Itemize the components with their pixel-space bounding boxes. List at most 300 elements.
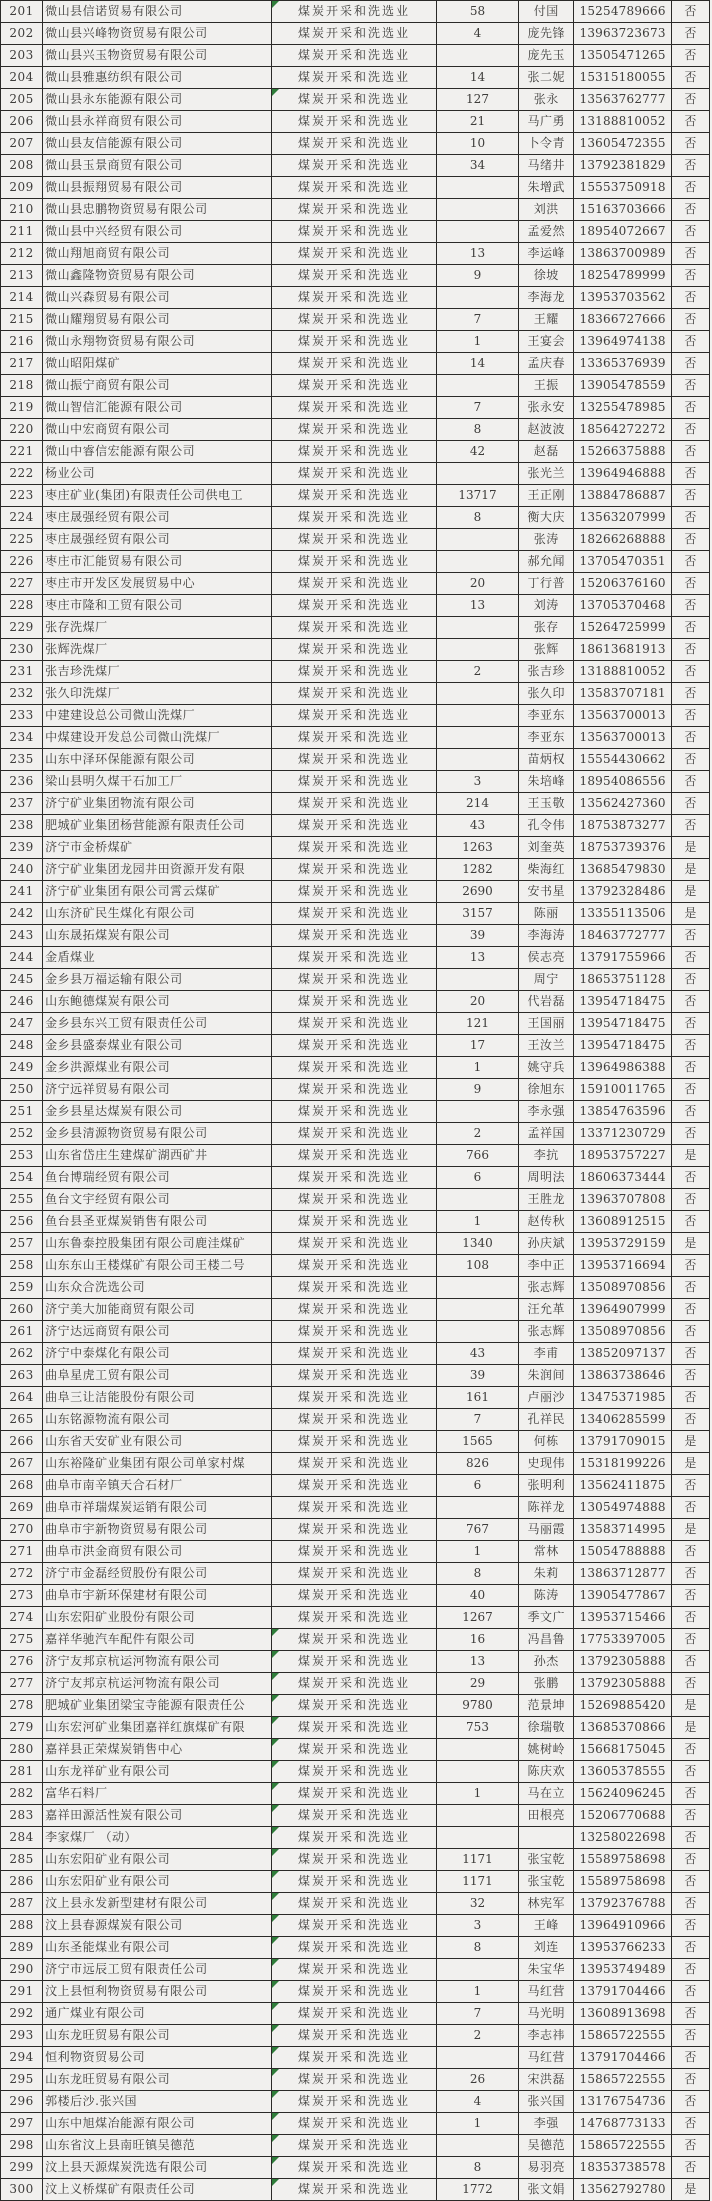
- table-row: [1, 1871, 710, 1893]
- phone-cell: 13685479830: [574, 859, 671, 881]
- count-cell: 43: [436, 815, 518, 837]
- company-name-cell: 微山县兴玉物资贸易有限公司: [43, 45, 272, 67]
- row-number-cell: 293: [1, 2025, 43, 2047]
- contact-name-cell: 马绪井: [519, 155, 574, 177]
- industry-cell: 煤炭开采和洗选业: [272, 1189, 437, 1211]
- contact-name-cell: 刘奎英: [519, 837, 574, 859]
- row-number-cell: 277: [1, 1673, 43, 1695]
- contact-name-cell: 王正刚: [519, 485, 574, 507]
- table-row: [1, 1981, 710, 2003]
- phone-cell: 15266375888: [574, 441, 671, 463]
- company-name-cell: 山东省汶上县南旺镇吴德范: [43, 2135, 272, 2157]
- row-number-cell: 233: [1, 705, 43, 727]
- contact-name-cell: 苗炳权: [519, 749, 574, 771]
- company-name-cell: 微山智信汇能源有限公司: [43, 397, 272, 419]
- contact-name-cell: 李运峰: [519, 243, 574, 265]
- contact-name-cell: 赵传秋: [519, 1211, 574, 1233]
- contact-name-cell: 朱增武: [519, 177, 574, 199]
- flag-cell: 否: [671, 1167, 709, 1189]
- table-row: [1, 2003, 710, 2025]
- contact-name-cell: 朱培峰: [519, 771, 574, 793]
- table-row: [1, 1123, 710, 1145]
- flag-cell: 否: [671, 155, 709, 177]
- flag-cell: 否: [671, 2113, 709, 2135]
- industry-cell: 煤炭开采和洗选业: [272, 1651, 437, 1673]
- phone-cell: 13792328486: [574, 881, 671, 903]
- contact-name-cell: 宋洪磊: [519, 2069, 574, 2091]
- industry-cell: 煤炭开采和洗选业: [272, 419, 437, 441]
- phone-cell: 13964974138: [574, 331, 671, 353]
- company-name-cell: 山东众合洗选公司: [43, 1277, 272, 1299]
- count-cell: 7: [436, 309, 518, 331]
- row-number-cell: 219: [1, 397, 43, 419]
- table-row: [1, 309, 710, 331]
- phone-cell: 13371230729: [574, 1123, 671, 1145]
- phone-cell: 15865722555: [574, 2025, 671, 2047]
- industry-cell: 煤炭开采和洗选业: [272, 1453, 437, 1475]
- contact-name-cell: 张兴国: [519, 2091, 574, 2113]
- phone-cell: 15315180055: [574, 67, 671, 89]
- count-cell: 3157: [436, 903, 518, 925]
- company-name-cell: 济宁达远商贸有限公司: [43, 1321, 272, 1343]
- industry-cell: 煤炭开采和洗选业: [272, 2135, 437, 2157]
- count-cell: [436, 1277, 518, 1299]
- row-number-cell: 237: [1, 793, 43, 815]
- phone-cell: 13953766233: [574, 1937, 671, 1959]
- industry-cell: 煤炭开采和洗选业: [272, 1827, 437, 1849]
- industry-cell: 煤炭开采和洗选业: [272, 375, 437, 397]
- industry-cell: 煤炭开采和洗选业: [272, 1079, 437, 1101]
- industry-cell: 煤炭开采和洗选业: [272, 1519, 437, 1541]
- table-row: [1, 859, 710, 881]
- contact-name-cell: 卜令青: [519, 133, 574, 155]
- company-name-cell: 山东龙旺贸易有限公司: [43, 2069, 272, 2091]
- row-number-cell: 228: [1, 595, 43, 617]
- company-name-cell: 微山县雅惠纺织有限公司: [43, 67, 272, 89]
- company-name-cell: 山东龙祥矿业有限公司: [43, 1761, 272, 1783]
- table-row: [1, 705, 710, 727]
- industry-cell: 煤炭开采和洗选业: [272, 1607, 437, 1629]
- phone-cell: 13854763596: [574, 1101, 671, 1123]
- row-number-cell: 225: [1, 529, 43, 551]
- table-row: [1, 1365, 710, 1387]
- industry-cell: 煤炭开采和洗选业: [272, 991, 437, 1013]
- company-name-cell: 梁山县明久煤干石加工厂: [43, 771, 272, 793]
- table-row: [1, 1893, 710, 1915]
- row-number-cell: 278: [1, 1695, 43, 1717]
- row-number-cell: 289: [1, 1937, 43, 1959]
- phone-cell: 18463772777: [574, 925, 671, 947]
- row-number-cell: 214: [1, 287, 43, 309]
- flag-cell: 否: [671, 1409, 709, 1431]
- contact-name-cell: 衡大庆: [519, 507, 574, 529]
- company-name-cell: 嘉祥县正荣煤炭销售中心: [43, 1739, 272, 1761]
- industry-cell: 煤炭开采和洗选业: [272, 331, 437, 353]
- phone-cell: 13792305888: [574, 1673, 671, 1695]
- phone-cell: 15865722555: [574, 2135, 671, 2157]
- contact-name-cell: 季文广: [519, 1607, 574, 1629]
- count-cell: [436, 617, 518, 639]
- count-cell: 8: [436, 1937, 518, 1959]
- industry-cell: 煤炭开采和洗选业: [272, 2113, 437, 2135]
- contact-name-cell: 张久印: [519, 683, 574, 705]
- industry-cell: 煤炭开采和洗选业: [272, 1409, 437, 1431]
- table-row: [1, 2113, 710, 2135]
- row-number-cell: 241: [1, 881, 43, 903]
- phone-cell: 13583707181: [574, 683, 671, 705]
- phone-cell: 13608913698: [574, 2003, 671, 2025]
- row-number-cell: 246: [1, 991, 43, 1013]
- count-cell: [436, 705, 518, 727]
- flag-cell: 否: [671, 397, 709, 419]
- industry-cell: 煤炭开采和洗选业: [272, 2179, 437, 2201]
- row-number-cell: 231: [1, 661, 43, 683]
- table-row: [1, 111, 710, 133]
- company-name-cell: 微山昭阳煤矿: [43, 353, 272, 375]
- table-row: [1, 1673, 710, 1695]
- table-row: [1, 1299, 710, 1321]
- table-row: [1, 639, 710, 661]
- table-row: [1, 221, 710, 243]
- company-name-cell: 金乡县东兴工贸有限责任公司: [43, 1013, 272, 1035]
- flag-cell: 否: [671, 815, 709, 837]
- phone-cell: 13188810052: [574, 111, 671, 133]
- count-cell: 43: [436, 1343, 518, 1365]
- table-row: [1, 947, 710, 969]
- industry-cell: 煤炭开采和洗选业: [272, 2157, 437, 2179]
- phone-cell: 13954718475: [574, 1013, 671, 1035]
- count-cell: 767: [436, 1519, 518, 1541]
- count-cell: 14: [436, 353, 518, 375]
- flag-cell: 否: [671, 1387, 709, 1409]
- flag-cell: 否: [671, 727, 709, 749]
- company-name-cell: 山东济矿民生煤化有限公司: [43, 903, 272, 925]
- company-name-cell: 富华石料厂: [43, 1783, 272, 1805]
- row-number-cell: 272: [1, 1563, 43, 1585]
- flag-cell: 是: [671, 1431, 709, 1453]
- count-cell: 1772: [436, 2179, 518, 2201]
- phone-cell: 13954718475: [574, 991, 671, 1013]
- flag-cell: 否: [671, 1893, 709, 1915]
- flag-cell: 否: [671, 1299, 709, 1321]
- table-row: [1, 265, 710, 287]
- phone-cell: 13791709015: [574, 1431, 671, 1453]
- row-number-cell: 223: [1, 485, 43, 507]
- flag-cell: 否: [671, 595, 709, 617]
- row-number-cell: 239: [1, 837, 43, 859]
- count-cell: 1282: [436, 859, 518, 881]
- flag-cell: 否: [671, 265, 709, 287]
- phone-cell: 13953729159: [574, 1233, 671, 1255]
- count-cell: [436, 1827, 518, 1849]
- contact-name-cell: 何栋: [519, 1431, 574, 1453]
- flag-cell: 是: [671, 1233, 709, 1255]
- contact-name-cell: 朱润间: [519, 1365, 574, 1387]
- phone-cell: 13475371985: [574, 1387, 671, 1409]
- row-number-cell: 217: [1, 353, 43, 375]
- count-cell: 10: [436, 133, 518, 155]
- count-cell: 8: [436, 507, 518, 529]
- flag-cell: 否: [671, 221, 709, 243]
- contact-name-cell: 张永: [519, 89, 574, 111]
- industry-cell: 煤炭开采和洗选业: [272, 771, 437, 793]
- company-name-cell: 嘉祥华驰汽车配件有限公司: [43, 1629, 272, 1651]
- contact-name-cell: 李志祎: [519, 2025, 574, 2047]
- contact-name-cell: 刘涛: [519, 595, 574, 617]
- count-cell: 20: [436, 573, 518, 595]
- industry-cell: 煤炭开采和洗选业: [272, 705, 437, 727]
- row-number-cell: 244: [1, 947, 43, 969]
- contact-name-cell: 周明法: [519, 1167, 574, 1189]
- table-row: [1, 331, 710, 353]
- table-row: [1, 595, 710, 617]
- company-name-cell: 恒利物资贸易公司: [43, 2047, 272, 2069]
- count-cell: [436, 463, 518, 485]
- count-cell: [436, 1189, 518, 1211]
- company-name-cell: 枣庄晟强经贸有限公司: [43, 507, 272, 529]
- contact-name-cell: 孟庆春: [519, 353, 574, 375]
- row-number-cell: 268: [1, 1475, 43, 1497]
- table-row: [1, 1189, 710, 1211]
- contact-name-cell: 周宁: [519, 969, 574, 991]
- count-cell: 29: [436, 1673, 518, 1695]
- table-row: [1, 1387, 710, 1409]
- company-name-cell: 微山县永东能源有限公司: [43, 89, 272, 111]
- flag-cell: 否: [671, 1849, 709, 1871]
- row-number-cell: 222: [1, 463, 43, 485]
- phone-cell: 15865722555: [574, 2069, 671, 2091]
- count-cell: 8: [436, 1563, 518, 1585]
- table-row: [1, 2179, 710, 2201]
- count-cell: 9780: [436, 1695, 518, 1717]
- table-row: [1, 1211, 710, 1233]
- count-cell: [436, 749, 518, 771]
- company-name-cell: 郭楼后沙.张兴国: [43, 2091, 272, 2113]
- flag-cell: 否: [671, 2003, 709, 2025]
- contact-name-cell: 马红营: [519, 1981, 574, 2003]
- count-cell: 3: [436, 1915, 518, 1937]
- flag-cell: 否: [671, 441, 709, 463]
- phone-cell: 15264725999: [574, 617, 671, 639]
- count-cell: 21: [436, 111, 518, 133]
- phone-cell: 13563207999: [574, 507, 671, 529]
- contact-name-cell: 李海龙: [519, 287, 574, 309]
- contact-name-cell: 马丽霞: [519, 1519, 574, 1541]
- row-number-cell: 208: [1, 155, 43, 177]
- count-cell: 13: [436, 1651, 518, 1673]
- contact-name-cell: 范景坤: [519, 1695, 574, 1717]
- count-cell: 9: [436, 1079, 518, 1101]
- phone-cell: 18606373444: [574, 1167, 671, 1189]
- count-cell: [436, 177, 518, 199]
- company-name-cell: 通广煤业有限公司: [43, 2003, 272, 2025]
- flag-cell: 否: [671, 1805, 709, 1827]
- industry-cell: 煤炭开采和洗选业: [272, 1277, 437, 1299]
- table-row: [1, 89, 710, 111]
- company-name-cell: 微山县振翔贸易有限公司: [43, 177, 272, 199]
- count-cell: 58: [436, 1, 518, 23]
- company-name-cell: 张久印洗煤厂: [43, 683, 272, 705]
- phone-cell: 17753397005: [574, 1629, 671, 1651]
- industry-cell: 煤炭开采和洗选业: [272, 133, 437, 155]
- count-cell: 1: [436, 1057, 518, 1079]
- count-cell: [436, 529, 518, 551]
- industry-cell: 煤炭开采和洗选业: [272, 1761, 437, 1783]
- phone-cell: 13964986388: [574, 1057, 671, 1079]
- flag-cell: 是: [671, 903, 709, 925]
- company-name-cell: 张吉珍洗煤厂: [43, 661, 272, 683]
- table-row: [1, 1717, 710, 1739]
- company-name-cell: 杨业公司: [43, 463, 272, 485]
- flag-cell: 否: [671, 199, 709, 221]
- industry-cell: 煤炭开采和洗选业: [272, 595, 437, 617]
- row-number-cell: 213: [1, 265, 43, 287]
- phone-cell: 13562792780: [574, 2179, 671, 2201]
- table-row: [1, 2091, 710, 2113]
- contact-name-cell: 徐坡: [519, 265, 574, 287]
- phone-cell: 15163703666: [574, 199, 671, 221]
- industry-cell: 煤炭开采和洗选业: [272, 2025, 437, 2047]
- contact-name-cell: 庞先锋: [519, 23, 574, 45]
- industry-cell: 煤炭开采和洗选业: [272, 353, 437, 375]
- flag-cell: 否: [671, 1123, 709, 1145]
- phone-cell: 13563762777: [574, 89, 671, 111]
- row-number-cell: 287: [1, 1893, 43, 1915]
- phone-cell: 15668175045: [574, 1739, 671, 1761]
- table-row: [1, 1783, 710, 1805]
- industry-cell: 煤炭开采和洗选业: [272, 485, 437, 507]
- count-cell: [436, 1101, 518, 1123]
- contact-name-cell: 王国丽: [519, 1013, 574, 1035]
- flag-cell: 否: [671, 2025, 709, 2047]
- table-row: [1, 529, 710, 551]
- company-name-cell: 嘉祥田源活性炭有限公司: [43, 1805, 272, 1827]
- phone-cell: 13953716694: [574, 1255, 671, 1277]
- count-cell: 26: [436, 2069, 518, 2091]
- phone-cell: 13953703562: [574, 287, 671, 309]
- phone-cell: 13255478985: [574, 397, 671, 419]
- flag-cell: 否: [671, 639, 709, 661]
- row-number-cell: 262: [1, 1343, 43, 1365]
- flag-cell: 否: [671, 551, 709, 573]
- phone-cell: 15624096245: [574, 1783, 671, 1805]
- flag-cell: 否: [671, 67, 709, 89]
- flag-cell: 否: [671, 1101, 709, 1123]
- company-name-cell: 微山永翔物资贸易有限公司: [43, 331, 272, 353]
- row-number-cell: 236: [1, 771, 43, 793]
- count-cell: 39: [436, 925, 518, 947]
- table-row: [1, 243, 710, 265]
- company-name-cell: 微山县忠鹏物资贸易有限公司: [43, 199, 272, 221]
- flag-cell: 是: [671, 837, 709, 859]
- company-name-cell: 山东省岱庄生建煤矿湖西矿井: [43, 1145, 272, 1167]
- count-cell: 1: [436, 2113, 518, 2135]
- row-number-cell: 210: [1, 199, 43, 221]
- flag-cell: 否: [671, 1937, 709, 1959]
- phone-cell: 15206376160: [574, 573, 671, 595]
- row-number-cell: 251: [1, 1101, 43, 1123]
- flag-cell: 否: [671, 991, 709, 1013]
- company-name-cell: 山东裕隆矿业集团有限公司单家村煤: [43, 1453, 272, 1475]
- company-name-cell: 汶上县恒利物资贸易有限公司: [43, 1981, 272, 2003]
- table-row: [1, 2069, 710, 2091]
- industry-cell: 煤炭开采和洗选业: [272, 1255, 437, 1277]
- industry-cell: 煤炭开采和洗选业: [272, 1673, 437, 1695]
- industry-cell: 煤炭开采和洗选业: [272, 1431, 437, 1453]
- flag-cell: 否: [671, 749, 709, 771]
- row-number-cell: 283: [1, 1805, 43, 1827]
- table-row: [1, 1453, 710, 1475]
- table-row: [1, 1827, 710, 1849]
- phone-cell: 13964910966: [574, 1915, 671, 1937]
- phone-cell: 13963707808: [574, 1189, 671, 1211]
- table-row: [1, 1431, 710, 1453]
- table-row: [1, 2157, 710, 2179]
- industry-cell: 煤炭开采和洗选业: [272, 1233, 437, 1255]
- contact-name-cell: 陈祥龙: [519, 1497, 574, 1519]
- industry-cell: 煤炭开采和洗选业: [272, 1, 437, 23]
- flag-cell: 否: [671, 1783, 709, 1805]
- row-number-cell: 258: [1, 1255, 43, 1277]
- industry-cell: 煤炭开采和洗选业: [272, 1343, 437, 1365]
- row-number-cell: 206: [1, 111, 43, 133]
- industry-cell: 煤炭开采和洗选业: [272, 859, 437, 881]
- count-cell: 8: [436, 2157, 518, 2179]
- flag-cell: 否: [671, 1321, 709, 1343]
- company-name-cell: 济宁市金桥煤矿: [43, 837, 272, 859]
- industry-cell: 煤炭开采和洗选业: [272, 243, 437, 265]
- row-number-cell: 264: [1, 1387, 43, 1409]
- company-name-cell: 枣庄矿业(集团)有限责任公司供电工: [43, 485, 272, 507]
- table-row: [1, 727, 710, 749]
- flag-cell: 否: [671, 1475, 709, 1497]
- count-cell: [436, 1321, 518, 1343]
- industry-cell: 煤炭开采和洗选业: [272, 199, 437, 221]
- contact-name-cell: 刘连: [519, 1937, 574, 1959]
- row-number-cell: 224: [1, 507, 43, 529]
- company-name-cell: 曲阜市宇新环保建材有限公司: [43, 1585, 272, 1607]
- company-name-cell: 金盾煤业: [43, 947, 272, 969]
- flag-cell: 否: [671, 1035, 709, 1057]
- count-cell: 766: [436, 1145, 518, 1167]
- row-number-cell: 243: [1, 925, 43, 947]
- phone-cell: 15589758698: [574, 1871, 671, 1893]
- count-cell: 16: [436, 1629, 518, 1651]
- flag-cell: 否: [671, 1497, 709, 1519]
- count-cell: 13717: [436, 485, 518, 507]
- table-row: [1, 837, 710, 859]
- count-cell: 1: [436, 1541, 518, 1563]
- table-row: [1, 155, 710, 177]
- row-number-cell: 281: [1, 1761, 43, 1783]
- company-name-cell: 枣庄晟强经贸有限公司: [43, 529, 272, 551]
- flag-cell: 否: [671, 331, 709, 353]
- industry-cell: 煤炭开采和洗选业: [272, 617, 437, 639]
- row-number-cell: 201: [1, 1, 43, 23]
- contact-name-cell: 徐旭东: [519, 1079, 574, 1101]
- contact-name-cell: 张文娟: [519, 2179, 574, 2201]
- table-row: [1, 1585, 710, 1607]
- count-cell: 3: [436, 771, 518, 793]
- contact-name-cell: 李抗: [519, 1145, 574, 1167]
- table-row: [1, 749, 710, 771]
- row-number-cell: 275: [1, 1629, 43, 1651]
- flag-cell: 否: [671, 1651, 709, 1673]
- table-row: [1, 287, 710, 309]
- phone-cell: 15553750918: [574, 177, 671, 199]
- company-name-cell: 金乡县星达煤炭有限公司: [43, 1101, 272, 1123]
- phone-cell: 13852097137: [574, 1343, 671, 1365]
